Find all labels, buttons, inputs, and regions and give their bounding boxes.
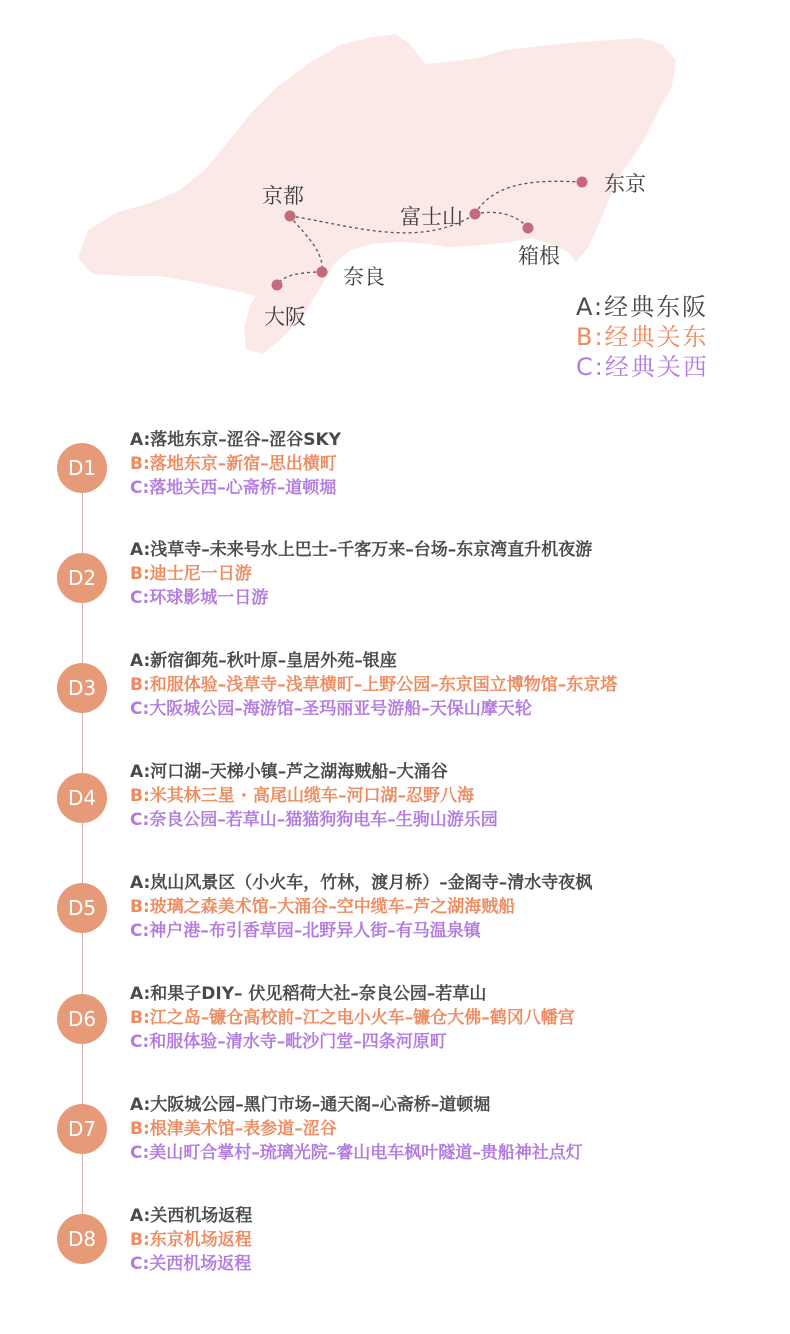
day-badge-d1: D1 bbox=[57, 443, 107, 493]
day-badge-d2: D2 bbox=[57, 553, 107, 603]
city-label-tokyo: 东京 bbox=[604, 172, 646, 196]
route-legend bbox=[576, 292, 709, 382]
day-itinerary-d7 bbox=[130, 1093, 583, 1165]
route-b-text: B:和服体验–浅草寺–浅草横町–上野公园–东京国立博物馆–东京塔 bbox=[130, 675, 618, 695]
route-a-text: A:河口湖–天梯小镇–芦之湖海贼船–大涌谷 bbox=[130, 762, 448, 782]
day-badge-d8: D8 bbox=[57, 1214, 107, 1264]
tokyo-dot bbox=[577, 177, 588, 188]
route-b-text: B:迪士尼一日游 bbox=[130, 564, 252, 584]
osaka-dot bbox=[272, 280, 283, 291]
city-label-fuji: 富士山 bbox=[400, 205, 463, 229]
nara-dot bbox=[317, 267, 328, 278]
legend-item-b: B:经典关东 bbox=[576, 323, 709, 351]
route-a-text: A:落地东京–涩谷–涩谷SKY bbox=[130, 430, 341, 450]
day-itinerary-d4 bbox=[130, 760, 498, 832]
route-c-text: C:大阪城公园–海游馆–圣玛丽亚号游船–天保山摩天轮 bbox=[130, 699, 532, 719]
city-label-hakone: 箱根 bbox=[518, 244, 560, 268]
day-badge-d7: D7 bbox=[57, 1104, 107, 1154]
day-itinerary-d1 bbox=[130, 428, 341, 500]
city-label-osaka: 大阪 bbox=[264, 305, 306, 329]
route-b-text: B:落地东京–新宿–思出横町 bbox=[130, 454, 337, 474]
route-b-text: B:米其林三星 · 高尾山缆车–河口湖–忍野八海 bbox=[130, 786, 475, 806]
route-b-text: B:玻璃之森美术馆–大涌谷–空中缆车–芦之湖海贼船 bbox=[130, 897, 516, 917]
day-badge-d3: D3 bbox=[57, 663, 107, 713]
day-badge-d4: D4 bbox=[57, 773, 107, 823]
route-c-text: C:神户港–布引香草园–北野异人街–有马温泉镇 bbox=[130, 921, 481, 941]
day-itinerary-d6 bbox=[130, 982, 575, 1054]
route-a-text: A:和果子DIY– 伏见稻荷大社–奈良公园–若草山 bbox=[130, 984, 487, 1004]
route-a-text: A:新宿御苑–秋叶原–皇居外苑–银座 bbox=[130, 651, 397, 671]
route-c-text: C:和服体验–清水寺–毗沙门堂–四条河原町 bbox=[130, 1032, 447, 1052]
route-c-text: C:落地关西–心斋桥–道顿堀 bbox=[130, 478, 337, 498]
route-c-text: C:美山町合掌村–琉璃光院–睿山电车枫叶隧道–贵船神社点灯 bbox=[130, 1143, 583, 1163]
legend-item-a: A:经典东阪 bbox=[576, 293, 709, 321]
route-a-text: A:关西机场返程 bbox=[130, 1206, 253, 1226]
day-itinerary-d2 bbox=[130, 538, 592, 610]
route-b-text: B:江之岛–镰仓高校前–江之电小火车–镰仓大佛–鹤冈八幡宫 bbox=[130, 1008, 575, 1028]
hakone-dot bbox=[523, 223, 534, 234]
fuji-dot bbox=[470, 209, 481, 220]
route-c-text: C:奈良公园–若草山–猫猫狗狗电车–生驹山游乐园 bbox=[130, 810, 498, 830]
route-a-text: A:岚山风景区（小火车，竹林，渡月桥）–金阁寺–清水寺夜枫 bbox=[130, 873, 593, 893]
kyoto-dot bbox=[285, 211, 296, 222]
route-b-text: B:根津美术馆–表参道–涩谷 bbox=[130, 1119, 337, 1139]
day-itinerary-d5 bbox=[130, 871, 592, 943]
route-c-text: C:关西机场返程 bbox=[130, 1254, 252, 1274]
day-badge-d6: D6 bbox=[57, 994, 107, 1044]
route-a-text: A:大阪城公园–黑门市场–通天阁–心斋桥–道顿堀 bbox=[130, 1095, 491, 1115]
day-itinerary-d8 bbox=[130, 1204, 252, 1276]
route-a-text: A:浅草寺–未来号水上巴士–千客万来–台场–东京湾直升机夜游 bbox=[130, 540, 593, 560]
day-itinerary-d3 bbox=[130, 649, 617, 721]
legend-item-c: C:经典关西 bbox=[576, 353, 709, 381]
route-c-text: C:环球影城一日游 bbox=[130, 588, 269, 608]
city-label-nara: 奈良 bbox=[343, 265, 385, 289]
city-label-kyoto: 京都 bbox=[262, 184, 304, 208]
route-b-text: B:东京机场返程 bbox=[130, 1230, 252, 1250]
day-badge-d5: D5 bbox=[57, 883, 107, 933]
